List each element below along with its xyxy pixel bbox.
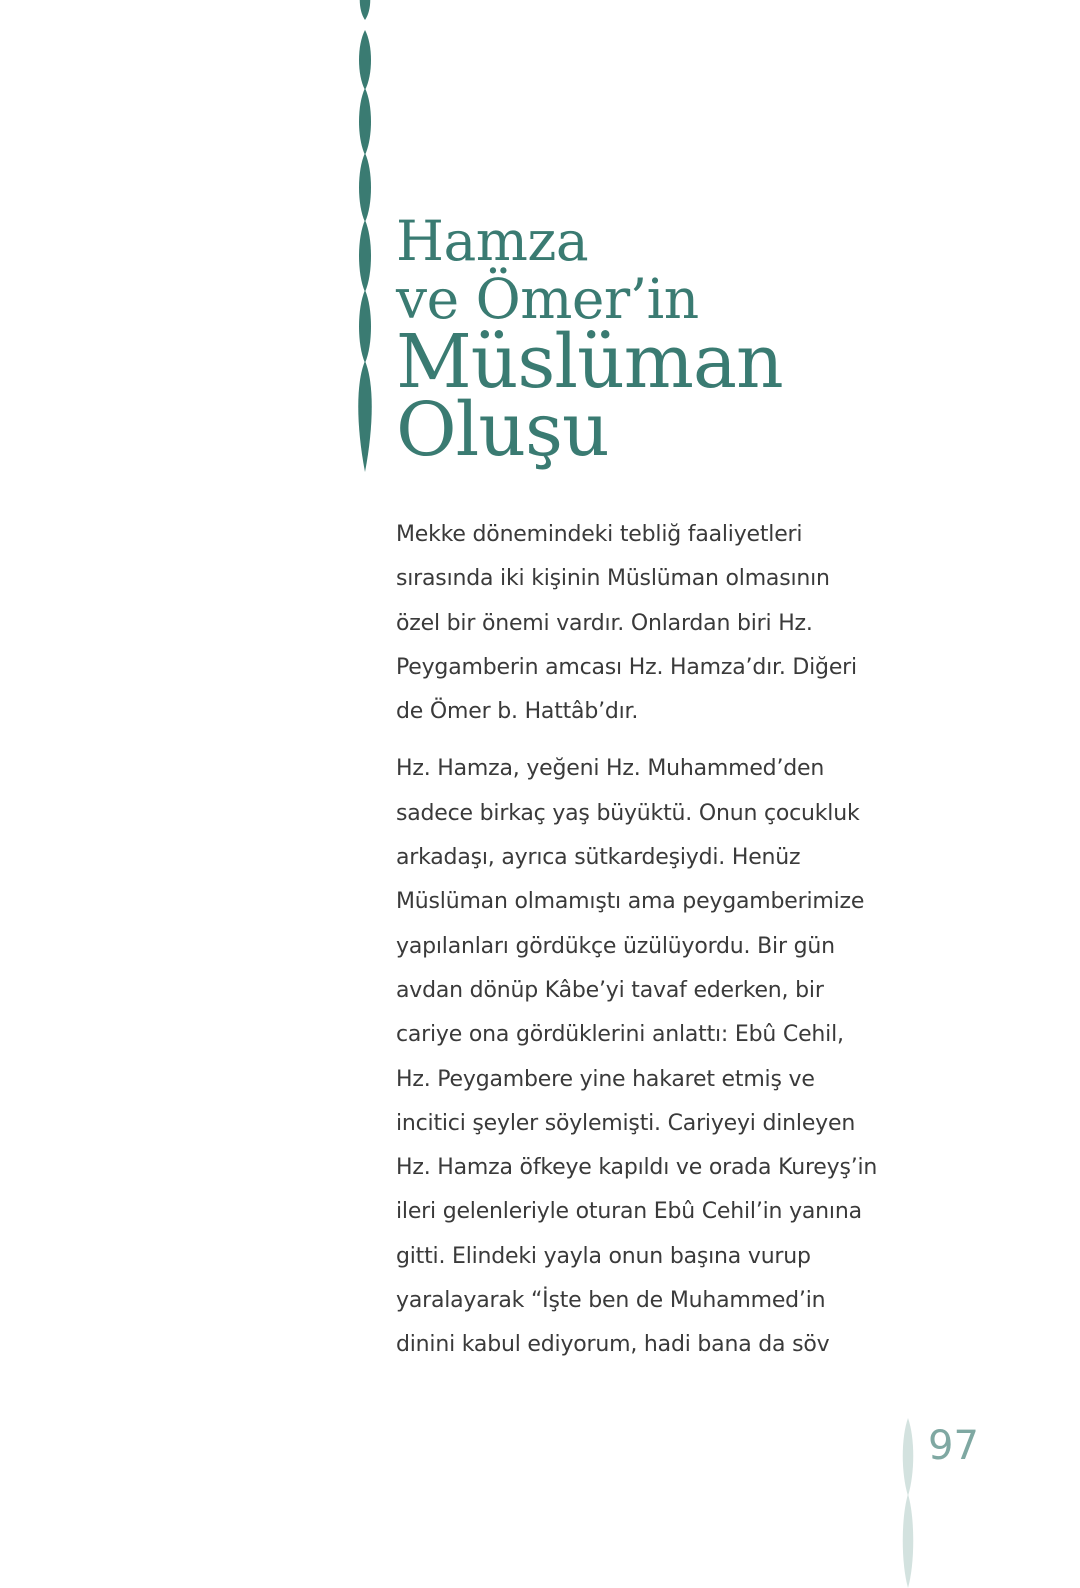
page-number: 97 bbox=[928, 1423, 979, 1469]
text-line: Peygamberin amcası Hz. Hamza’dır. Diğeri bbox=[396, 654, 857, 680]
paragraph-1 bbox=[396, 513, 876, 734]
text-line: Müslüman olmamıştı ama peygamberimize bbox=[396, 889, 865, 915]
text-line: yapılanları gördükçe üzülüyordu. Bir gün bbox=[396, 933, 835, 959]
text-line: sadece birkaç yaş büyüktü. Onun çocukluk bbox=[396, 800, 860, 826]
chapter-title-line-3: Müslüman bbox=[396, 319, 783, 405]
text-line: dinini kabul ediyorum, hadi bana da söv bbox=[396, 1332, 830, 1358]
chapter-title-line-2: ve Ömer’in bbox=[396, 267, 699, 331]
folio-bead-ornament bbox=[896, 1418, 920, 1588]
text-line: Mekke dönemindeki tebliğ faaliyetleri bbox=[396, 522, 803, 547]
text-line: Hz. Hamza öfkeye kapıldı ve orada Kureyş’in bbox=[396, 1155, 878, 1181]
text-line: avdan dönüp Kâbe’yi tavaf ederken, bir bbox=[396, 977, 824, 1003]
body-text bbox=[396, 513, 876, 1381]
paragraph-2 bbox=[396, 747, 876, 1367]
text-line: yaralayarak “İşte ben de Muhammed’in bbox=[396, 1288, 826, 1314]
bead-chain-ornament bbox=[350, 0, 380, 480]
text-line: gitti. Elindeki yayla onun başına vurup bbox=[396, 1243, 811, 1269]
text-line: incitici şeyler söylemişti. Cariyeyi dinleyen bbox=[396, 1110, 856, 1136]
text-line: özel bir önemi vardır. Onlardan biri Hz. bbox=[396, 610, 813, 636]
text-line: sırasında iki kişinin Müslüman olmasının bbox=[396, 566, 830, 592]
chapter-title bbox=[396, 209, 783, 473]
text-line: de Ömer b. Hattâb’dır. bbox=[396, 699, 639, 725]
text-line: Hz. Peygambere yine hakaret etmiş ve bbox=[396, 1066, 815, 1092]
text-line: ileri gelenleriyle oturan Ebû Cehil’in yanına bbox=[396, 1199, 862, 1225]
chapter-title-line-4: Oluşu bbox=[396, 387, 609, 473]
text-line: arkadaşı, ayrıca sütkardeşiydi. Henüz bbox=[396, 845, 801, 871]
text-line: cariye ona gördüklerini anlattı: Ebû Cehil, bbox=[396, 1022, 844, 1048]
chapter-title-line-1: Hamza bbox=[396, 209, 589, 273]
text-line: Hz. Hamza, yeğeni Hz. Muhammed’den bbox=[396, 756, 825, 782]
